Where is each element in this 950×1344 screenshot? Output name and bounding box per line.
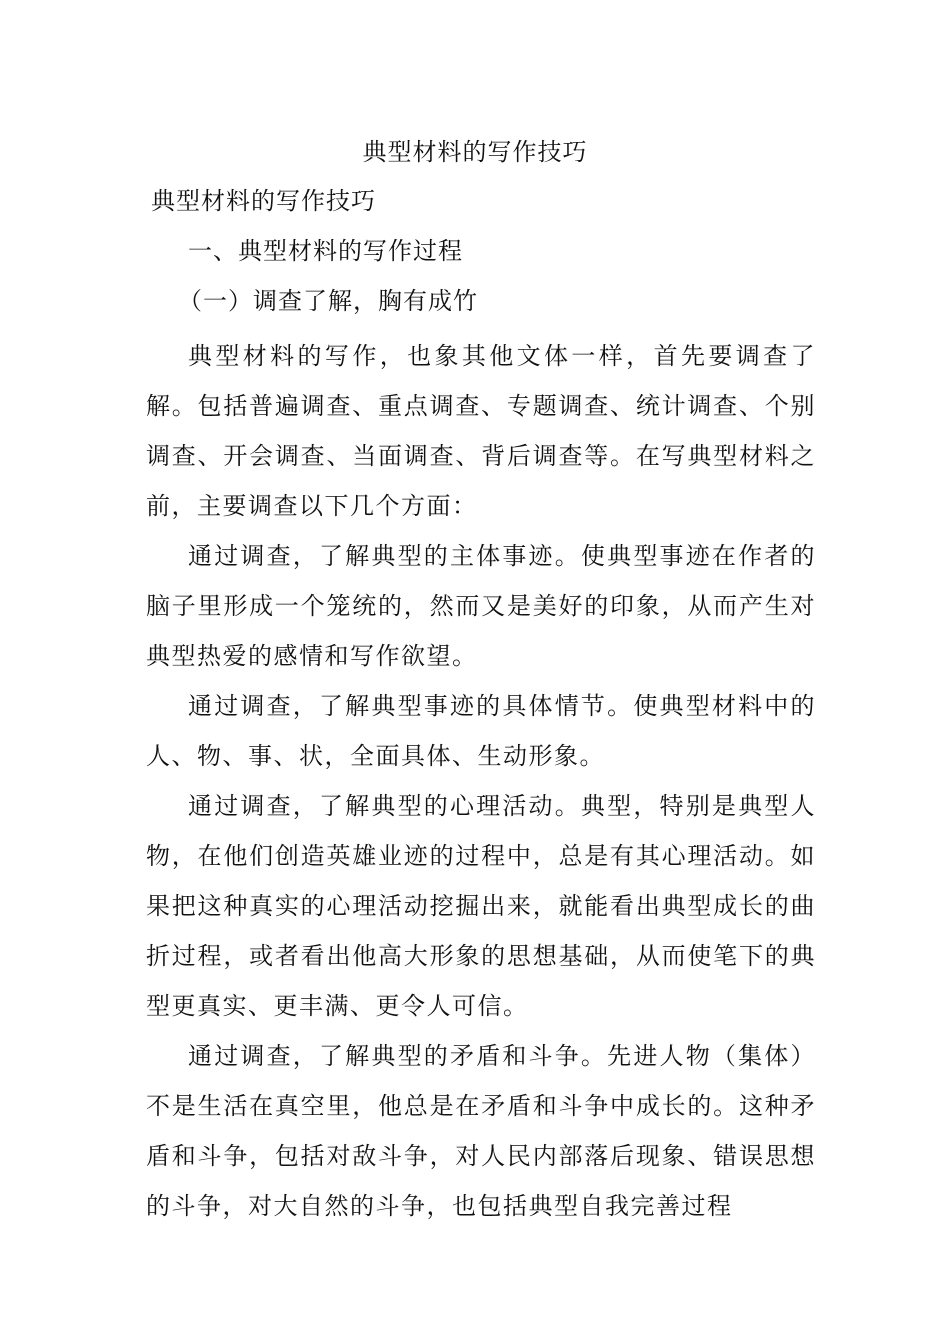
paragraph: 通过调查，了解典型的矛盾和斗争。先进人物（集体）不是生活在真空里，他总是在矛盾和斗争中成长的。这种矛盾和斗争，包括对敌斗争，对人民内部落后现象、错误思想的斗争，对大自然的斗争，也包括典型自我完善过程 [146, 1042, 816, 1220]
paragraph: 通过调查，了解典型的心理活动。典型，特别是典型人物，在他们创造英雄业迹的过程中，总是有其心理活动。如果把这种真实的心理活动挖掘出来，就能看出典型成长的曲折过程，或者看出他高大形象的思想基础，从而使笔下的典型更真实、更丰满、更令人可信。 [146, 792, 816, 1020]
document-subtitle: 典型材料的写作技巧 [151, 187, 376, 215]
document-title: 典型材料的写作技巧 [362, 138, 588, 166]
subsection-heading: （一）调查了解，胸有成竹 [178, 287, 478, 315]
section-heading: 一、典型材料的写作过程 [188, 237, 463, 265]
paragraph: 通过调查，了解典型的主体事迹。使典型事迹在作者的脑子里形成一个笼统的，然而又是美好的印象，从而产生对典型热爱的感情和写作欲望。 [146, 542, 816, 670]
paragraph: 典型材料的写作，也象其他文体一样，首先要调查了解。包括普遍调查、重点调查、专题调查、统计调查、个别调查、开会调查、当面调查、背后调查等。在写典型材料之前，主要调查以下几个方面： [146, 342, 816, 520]
body-text [146, 331, 816, 1231]
paragraph: 通过调查，了解典型事迹的具体情节。使典型材料中的人、物、事、状，全面具体、生动形象。 [146, 692, 816, 770]
